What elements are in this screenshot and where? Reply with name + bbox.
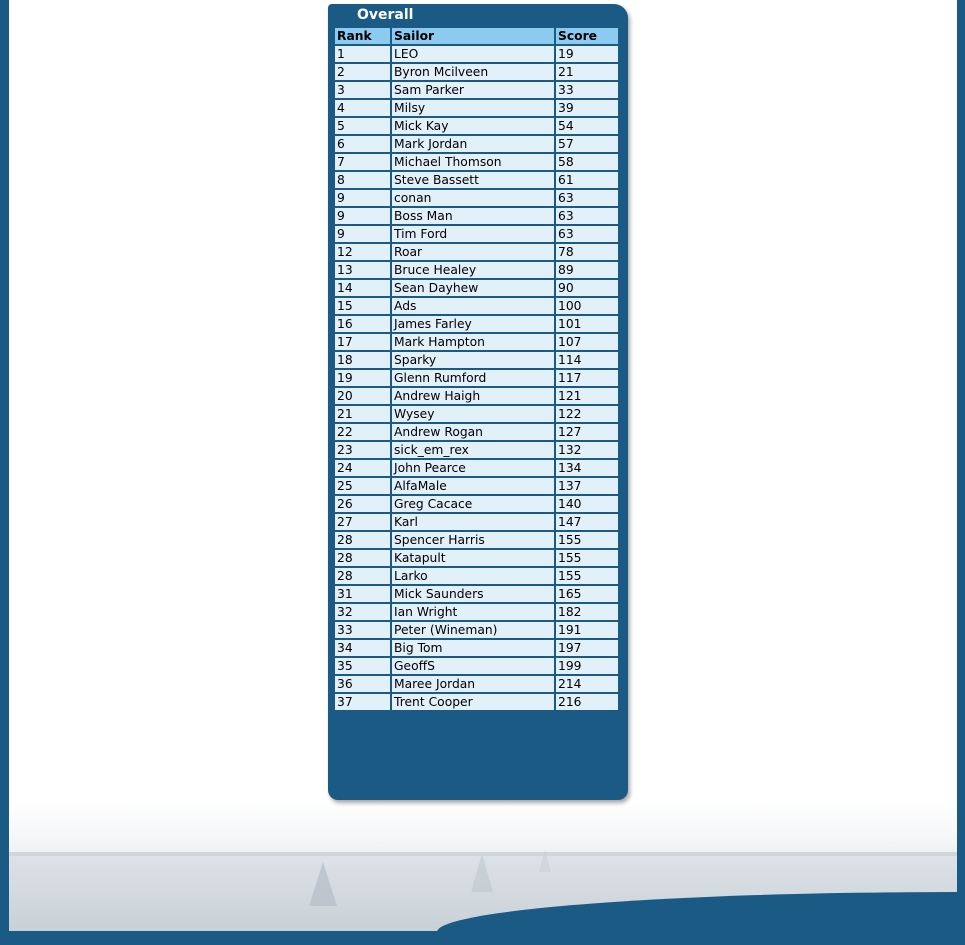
sailor-cell: Bruce Healey [392, 262, 554, 278]
table-row [335, 154, 618, 170]
sailor-cell: Ads [392, 298, 554, 314]
rank-cell: 5 [335, 118, 390, 134]
leaderboard-title: Overall [357, 7, 414, 23]
score-cell: 197 [556, 640, 618, 656]
rank-cell: 19 [335, 370, 390, 386]
rank-cell: 31 [335, 586, 390, 602]
score-cell: 121 [556, 388, 618, 404]
sailor-cell: Mark Hampton [392, 334, 554, 350]
sailor-cell: Michael Thomson [392, 154, 554, 170]
rank-cell: 18 [335, 352, 390, 368]
rank-cell: 34 [335, 640, 390, 656]
rank-cell: 13 [335, 262, 390, 278]
sailor-cell: Byron Mcilveen [392, 64, 554, 80]
rank-cell: 7 [335, 154, 390, 170]
rank-cell: 37 [335, 694, 390, 710]
page-frame-right [957, 0, 965, 945]
table-row [335, 622, 618, 638]
table-row [335, 478, 618, 494]
table-row [335, 532, 618, 548]
sailor-cell: James Farley [392, 316, 554, 332]
score-cell: 21 [556, 64, 618, 80]
rank-cell: 15 [335, 298, 390, 314]
score-cell: 78 [556, 244, 618, 260]
score-cell: 165 [556, 586, 618, 602]
sailor-cell: Glenn Rumford [392, 370, 554, 386]
table-row [335, 352, 618, 368]
table-row [335, 100, 618, 116]
score-cell: 155 [556, 550, 618, 566]
score-cell: 63 [556, 208, 618, 224]
sailor-cell: Mick Saunders [392, 586, 554, 602]
sailor-cell: Tim Ford [392, 226, 554, 242]
table-row [335, 388, 618, 404]
rank-cell: 2 [335, 64, 390, 80]
page-frame-bottom [0, 931, 965, 945]
sailor-cell: Sparky [392, 352, 554, 368]
rank-cell: 9 [335, 208, 390, 224]
sailor-cell: LEO [392, 46, 554, 62]
sailor-cell: Peter (Wineman) [392, 622, 554, 638]
table-row [335, 604, 618, 620]
rank-cell: 26 [335, 496, 390, 512]
score-cell: 33 [556, 82, 618, 98]
table-row [335, 82, 618, 98]
table-row [335, 406, 618, 422]
score-cell: 63 [556, 190, 618, 206]
rank-cell: 17 [335, 334, 390, 350]
sailor-cell: Mick Kay [392, 118, 554, 134]
sailor-cell: Maree Jordan [392, 676, 554, 692]
rank-cell: 35 [335, 658, 390, 674]
sailor-cell: Mark Jordan [392, 136, 554, 152]
background-sailing-scene [9, 800, 957, 932]
sailor-cell: Andrew Rogan [392, 424, 554, 440]
sailor-cell: Steve Bassett [392, 172, 554, 188]
rank-cell: 20 [335, 388, 390, 404]
table-row [335, 46, 618, 62]
sailor-cell: Greg Cacace [392, 496, 554, 512]
table-header-row [335, 28, 618, 44]
table-row [335, 640, 618, 656]
score-cell: 107 [556, 334, 618, 350]
table-row [335, 298, 618, 314]
table-row [335, 442, 618, 458]
sailor-cell: Larko [392, 568, 554, 584]
rank-cell: 27 [335, 514, 390, 530]
sailor-cell: Big Tom [392, 640, 554, 656]
score-cell: 155 [556, 532, 618, 548]
table-row [335, 64, 618, 80]
score-cell: 122 [556, 406, 618, 422]
score-cell: 100 [556, 298, 618, 314]
rank-cell: 14 [335, 280, 390, 296]
score-cell: 199 [556, 658, 618, 674]
score-cell: 57 [556, 136, 618, 152]
sailor-cell: sick_em_rex [392, 442, 554, 458]
score-cell: 182 [556, 604, 618, 620]
sailor-cell: Ian Wright [392, 604, 554, 620]
score-cell: 216 [556, 694, 618, 710]
score-cell: 214 [556, 676, 618, 692]
rank-cell: 33 [335, 622, 390, 638]
rank-cell: 16 [335, 316, 390, 332]
sailor-cell: Spencer Harris [392, 532, 554, 548]
score-cell: 127 [556, 424, 618, 440]
score-cell: 140 [556, 496, 618, 512]
leaderboard-body [335, 46, 618, 710]
sailor-cell: Milsy [392, 100, 554, 116]
rank-cell: 32 [335, 604, 390, 620]
rank-cell: 1 [335, 46, 390, 62]
score-cell: 137 [556, 478, 618, 494]
rank-cell: 4 [335, 100, 390, 116]
rank-cell: 25 [335, 478, 390, 494]
windsurfer-sail-icon [539, 850, 551, 872]
sailor-cell: John Pearce [392, 460, 554, 476]
score-cell: 19 [556, 46, 618, 62]
score-cell: 101 [556, 316, 618, 332]
table-row [335, 190, 618, 206]
table-row [335, 334, 618, 350]
table-row [335, 658, 618, 674]
rank-cell: 6 [335, 136, 390, 152]
table-row [335, 280, 618, 296]
rank-cell: 12 [335, 244, 390, 260]
sailor-cell: Wysey [392, 406, 554, 422]
sailor-cell: Boss Man [392, 208, 554, 224]
table-row [335, 424, 618, 440]
score-cell: 90 [556, 280, 618, 296]
score-cell: 147 [556, 514, 618, 530]
rank-cell: 28 [335, 550, 390, 566]
leaderboard-table [333, 26, 620, 712]
score-cell: 58 [556, 154, 618, 170]
score-cell: 132 [556, 442, 618, 458]
score-cell: 134 [556, 460, 618, 476]
table-row [335, 208, 618, 224]
table-row [335, 118, 618, 134]
sailor-cell: Sean Dayhew [392, 280, 554, 296]
sailor-cell: Roar [392, 244, 554, 260]
rank-cell: 21 [335, 406, 390, 422]
rank-cell: 28 [335, 532, 390, 548]
table-row [335, 226, 618, 242]
table-row [335, 460, 618, 476]
sailor-cell: Karl [392, 514, 554, 530]
score-cell: 155 [556, 568, 618, 584]
sailor-cell: Katapult [392, 550, 554, 566]
rank-cell: 8 [335, 172, 390, 188]
rank-cell: 22 [335, 424, 390, 440]
table-row [335, 262, 618, 278]
page-frame-left [0, 0, 9, 945]
score-cell: 89 [556, 262, 618, 278]
table-row [335, 550, 618, 566]
score-cell: 117 [556, 370, 618, 386]
sailor-cell: Andrew Haigh [392, 388, 554, 404]
table-row [335, 568, 618, 584]
column-header-score: Score [556, 28, 618, 44]
score-cell: 114 [556, 352, 618, 368]
sailor-cell: GeoffS [392, 658, 554, 674]
score-cell: 63 [556, 226, 618, 242]
windsurfer-sail-icon [471, 854, 493, 892]
score-cell: 61 [556, 172, 618, 188]
table-row [335, 496, 618, 512]
sailor-cell: Sam Parker [392, 82, 554, 98]
sailor-cell: AlfaMale [392, 478, 554, 494]
score-cell: 54 [556, 118, 618, 134]
rank-cell: 9 [335, 190, 390, 206]
table-row [335, 586, 618, 602]
score-cell: 191 [556, 622, 618, 638]
rank-cell: 24 [335, 460, 390, 476]
sailor-cell: Trent Cooper [392, 694, 554, 710]
sailor-cell: conan [392, 190, 554, 206]
table-row [335, 676, 618, 692]
table-row [335, 172, 618, 188]
table-row [335, 370, 618, 386]
table-row [335, 244, 618, 260]
table-row [335, 694, 618, 710]
overall-leaderboard-panel [328, 4, 628, 800]
windsurfer-sail-icon [309, 862, 337, 906]
column-header-rank: Rank [335, 28, 390, 44]
score-cell: 39 [556, 100, 618, 116]
table-row [335, 136, 618, 152]
table-row [335, 316, 618, 332]
column-header-sailor: Sailor [392, 28, 554, 44]
rank-cell: 28 [335, 568, 390, 584]
rank-cell: 3 [335, 82, 390, 98]
rank-cell: 36 [335, 676, 390, 692]
table-row [335, 514, 618, 530]
rank-cell: 9 [335, 226, 390, 242]
rank-cell: 23 [335, 442, 390, 458]
